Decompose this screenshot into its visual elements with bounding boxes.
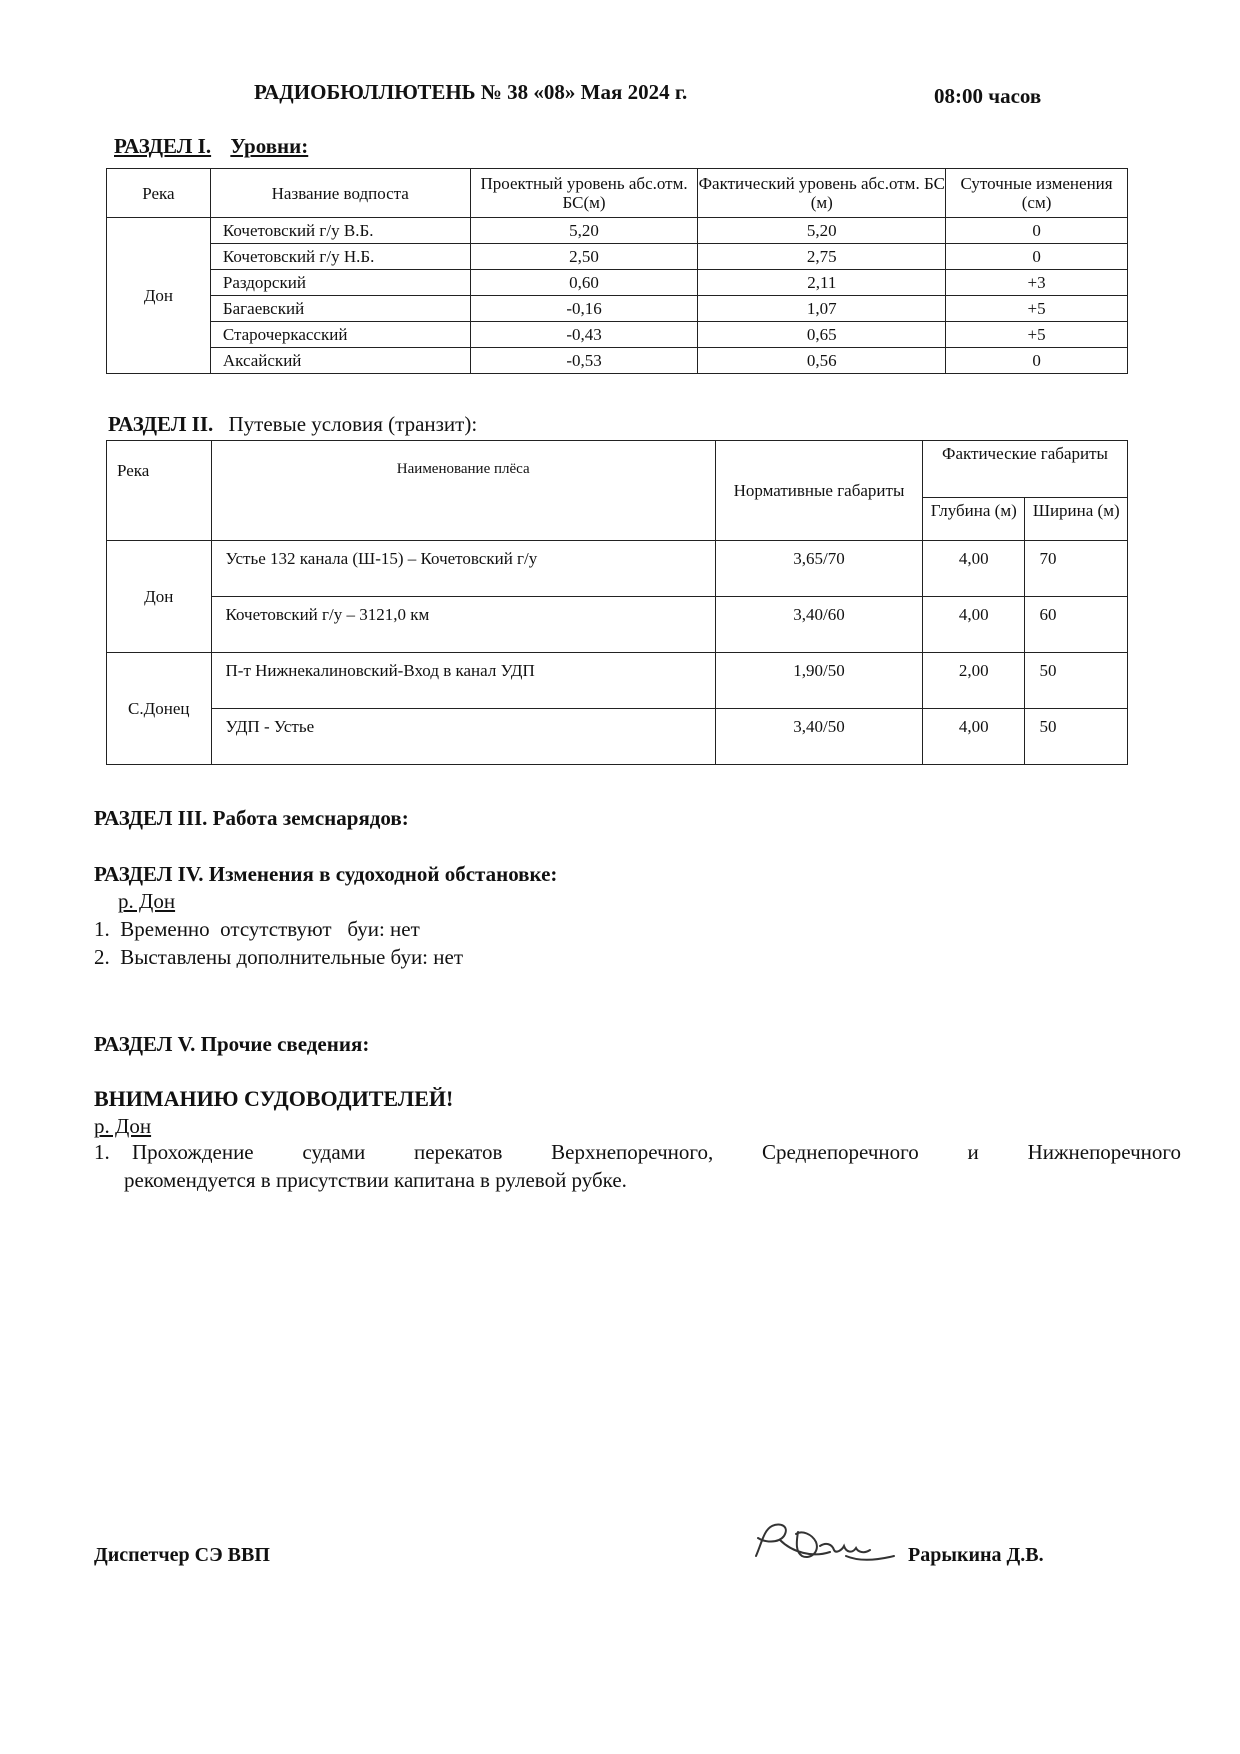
table-row [107,270,1128,296]
stretch-name: Устье 132 канала (Ш-15) – Кочетовский г/у [211,541,715,597]
bulletin-title: РАДИОБЮЛЛЮТЕНЬ № 38 «08» Мая 2024 г. [254,80,688,104]
levels-header-river: Река [107,169,211,218]
actual-level: 0,56 [698,348,946,374]
section2-label: РАЗДЕЛ II. [108,412,214,436]
section2-title: Путевые условия (транзит): [228,412,478,436]
design-level: -0,43 [470,322,698,348]
design-level: -0,16 [470,296,698,322]
attention-item-line1: Прохождение судами перекатов Верхнепоречного, Среднепоречного и Нижнепоречного [132,1140,1181,1164]
section1-label: РАЗДЕЛ I. [114,134,212,158]
actual-level: 0,65 [698,322,946,348]
table-row [107,348,1128,374]
levels-table [106,168,1128,374]
daily-change: 0 [946,218,1128,244]
post-name: Раздорский [210,270,470,296]
transit-header-row [107,441,1128,498]
actual-width: 70 [1025,541,1128,597]
daily-change: 0 [946,348,1128,374]
actual-level: 2,11 [698,270,946,296]
table-row [107,709,1128,765]
stretch-name: П-т Нижнекалиновский-Вход в канал УДП [211,653,715,709]
transit-header-river: Река [107,441,212,541]
table-row [107,541,1128,597]
norm-dimensions: 3,40/60 [715,597,922,653]
post-name: Багаевский [210,296,470,322]
transit-header-actual: Фактические габариты [922,441,1127,498]
table-row [107,296,1128,322]
section2-heading [108,412,477,437]
design-level: -0,53 [470,348,698,374]
actual-width: 50 [1025,709,1128,765]
levels-header-design: Проектный уровень абс.отм. БС(м) [470,169,698,218]
transit-table [106,440,1128,765]
stretch-name: УДП - Устье [211,709,715,765]
norm-dimensions: 3,40/50 [715,709,922,765]
design-level: 0,60 [470,270,698,296]
daily-change: +5 [946,322,1128,348]
table-row [107,218,1128,244]
section4-heading: РАЗДЕЛ IV. Изменения в судоходной обстановке: [94,862,558,886]
transit-header-norm: Нормативные габариты [715,441,922,541]
post-name: Кочетовский г/у Н.Б. [210,244,470,270]
actual-depth: 4,00 [922,597,1025,653]
transit-header-width: Ширина (м) [1025,498,1128,541]
handwritten-signature [750,1512,900,1572]
daily-change: 0 [946,244,1128,270]
dispatcher-name: Рарыкина Д.В. [908,1544,1044,1566]
levels-header-post: Название водпоста [210,169,470,218]
actual-depth: 2,00 [922,653,1025,709]
norm-dimensions: 1,90/50 [715,653,922,709]
dispatcher-position: Диспетчер СЭ ВВП [94,1544,270,1566]
list-item: 2. Выставлены дополнительные буи: нет [94,945,463,969]
levels-header-change: Суточные изменения (см) [946,169,1128,218]
actual-level: 2,75 [698,244,946,270]
table-row [107,597,1128,653]
section5-heading: РАЗДЕЛ V. Прочие сведения: [94,1032,370,1056]
design-level: 2,50 [470,244,698,270]
section1-heading [114,134,308,159]
levels-header-actual: Фактический уровень абс.отм. БС (м) [698,169,946,218]
section3-heading: РАЗДЕЛ III. Работа земснарядов: [94,806,409,830]
post-name: Кочетовский г/у В.Б. [210,218,470,244]
section4-river: р. Дон [118,889,176,913]
actual-width: 50 [1025,653,1128,709]
levels-header-row [107,169,1128,218]
levels-river-cell: Дон [107,218,211,374]
transit-river-cell: С.Донец [107,653,212,765]
attention-river: р. Дон [94,1114,152,1138]
daily-change: +3 [946,270,1128,296]
design-level: 5,20 [470,218,698,244]
actual-depth: 4,00 [922,541,1025,597]
post-name: Старочеркасский [210,322,470,348]
list-item: 1. Временно отсутствуют буи: нет [94,917,420,941]
section1-title: Уровни: [230,134,309,158]
attention-item-number: 1. [94,1140,110,1164]
daily-change: +5 [946,296,1128,322]
actual-depth: 4,00 [922,709,1025,765]
actual-level: 5,20 [698,218,946,244]
actual-level: 1,07 [698,296,946,322]
attention-item-line2: рекомендуется в присутствии капитана в рулевой рубке. [124,1168,627,1192]
section4-block [94,862,557,971]
table-row [107,322,1128,348]
transit-header-stretch: Наименование плёса [211,441,715,541]
actual-width: 60 [1025,597,1128,653]
norm-dimensions: 3,65/70 [715,541,922,597]
bulletin-time: 08:00 часов [934,84,1042,108]
post-name: Аксайский [210,348,470,374]
transit-river-cell: Дон [107,541,212,653]
transit-header-depth: Глубина (м) [922,498,1025,541]
attention-heading: ВНИМАНИЮ СУДОВОДИТЕЛЕЙ! [94,1086,454,1111]
table-row [107,244,1128,270]
stretch-name: Кочетовский г/у – 3121,0 км [211,597,715,653]
table-row [107,653,1128,709]
